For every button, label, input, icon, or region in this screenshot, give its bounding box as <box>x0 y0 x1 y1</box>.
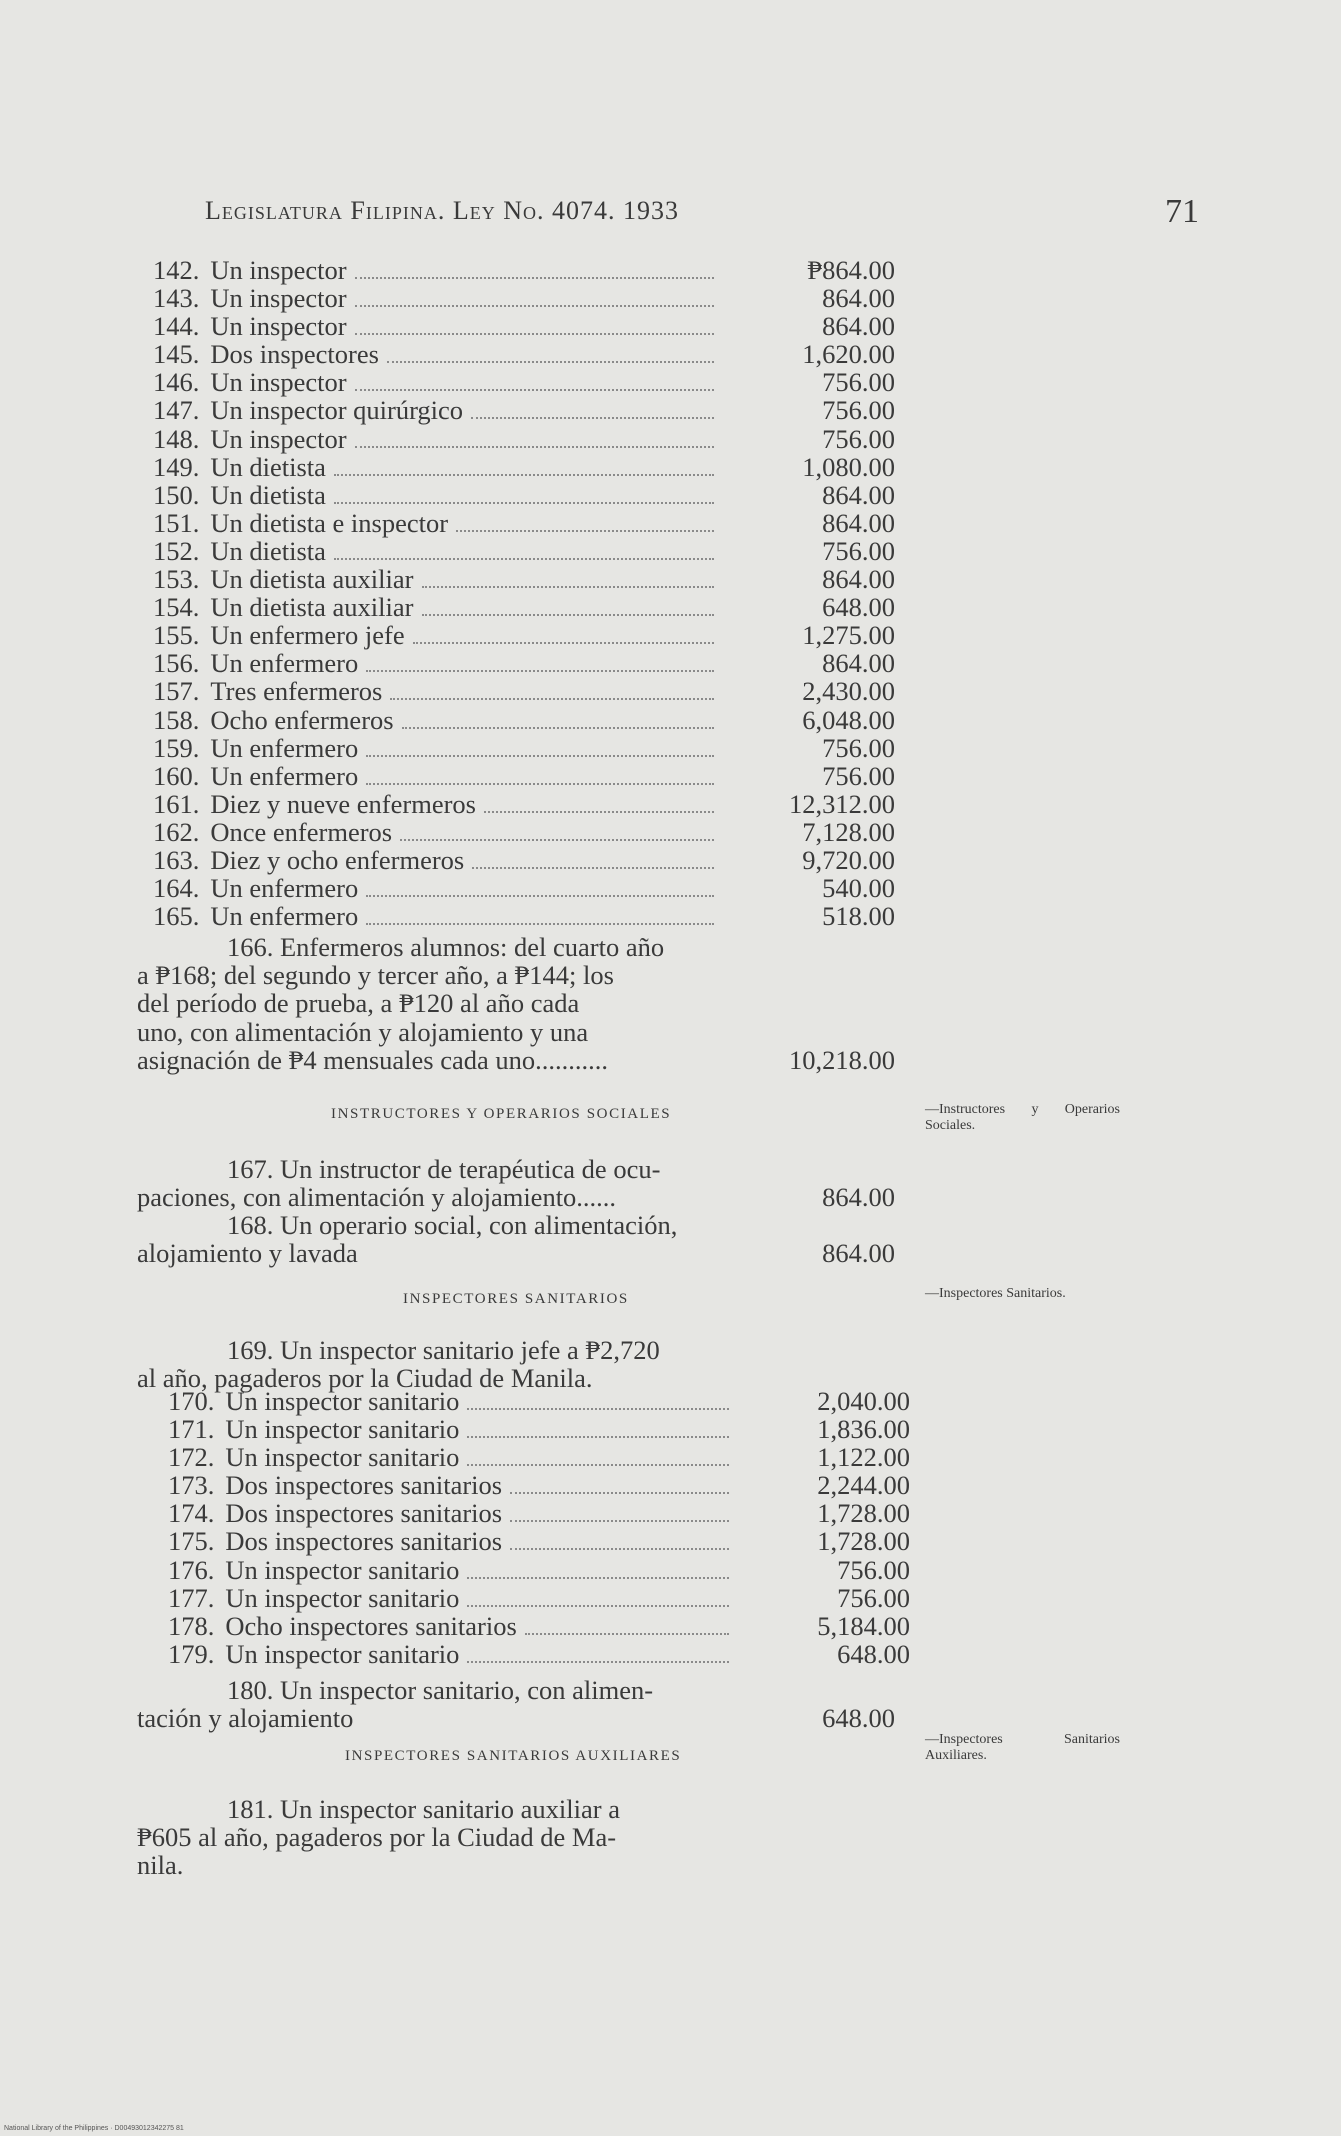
entry-amount: 864.00 <box>822 479 895 510</box>
entry-number: 159. <box>153 733 200 763</box>
paragraph-line: ₱605 al año, pagaderos por la Ciudad de Ma- <box>137 1822 617 1853</box>
entry-amount: 5,184.00 <box>817 1610 910 1641</box>
entry-row <box>137 256 897 284</box>
entry-row <box>137 902 897 930</box>
dot-leader <box>467 1435 729 1438</box>
paragraph-line: 167. Un instructor de terapéutica de ocu- <box>227 1154 661 1184</box>
entry-number: 165. <box>153 902 200 932</box>
entry-number: 176. <box>168 1555 215 1585</box>
entry-label: Un dietista e inspector <box>210 508 449 538</box>
paragraph-line: 169. Un inspector sanitario jefe a ₱2,720 <box>227 1335 660 1365</box>
section-heading-auxiliares: INSPECTORES SANITARIOS AUXILIARES <box>345 1748 682 1764</box>
dot-leader <box>472 866 714 869</box>
entry-number: 145. <box>153 340 200 370</box>
entry-amount: 756.00 <box>822 732 895 763</box>
dot-leader <box>334 501 714 504</box>
entry-row <box>137 762 897 790</box>
entry-amount: 2,040.00 <box>817 1386 910 1416</box>
entry-label: Once enfermeros <box>210 817 393 847</box>
item-180 <box>137 1676 897 1732</box>
item-169 <box>137 1336 897 1392</box>
entry-amount: 12,312.00 <box>789 788 895 819</box>
entry-label: Un inspector <box>210 424 347 454</box>
dot-leader <box>525 1632 729 1635</box>
entry-amount: 648.00 <box>837 1638 910 1669</box>
entry-row <box>137 312 897 340</box>
entry-label: Dos inspectores <box>210 340 379 370</box>
item-181 <box>137 1795 897 1880</box>
dot-leader <box>390 697 714 700</box>
entry-label: Tres enfermeros <box>210 677 383 707</box>
entry-number: 142. <box>153 256 200 285</box>
entry-number: 153. <box>153 565 200 595</box>
dot-leader <box>467 1660 729 1663</box>
section-heading-sanitarios: INSPECTORES SANITARIOS <box>403 1291 629 1307</box>
entry-label: Un enfermero <box>210 733 359 763</box>
entry-label: Un dietista <box>210 452 326 482</box>
entry-number: 160. <box>153 761 200 791</box>
entry-number: 172. <box>168 1443 215 1473</box>
dot-leader <box>366 922 714 925</box>
entry-number: 175. <box>168 1527 215 1557</box>
dot-leader <box>467 1604 729 1607</box>
dot-leader <box>471 416 714 419</box>
paragraph-line: 181. Un inspector sanitario auxiliar a <box>227 1794 620 1824</box>
entry-label: Un inspector sanitario <box>225 1583 460 1613</box>
dot-leader <box>484 810 714 813</box>
item-168 <box>137 1211 897 1267</box>
paragraph-line: 180. Un inspector sanitario, con alimen- <box>227 1675 654 1705</box>
dot-leader <box>510 1547 729 1550</box>
entry-number: 143. <box>153 284 200 314</box>
margin-note-sanitarios: —Inspectores Sanitarios. <box>925 1286 1066 1301</box>
dot-leader <box>467 1407 729 1410</box>
entry-number: 154. <box>153 593 200 623</box>
entry-row <box>137 593 897 621</box>
entry-row <box>152 1556 912 1584</box>
entry-number: 147. <box>153 396 200 426</box>
dot-leader <box>355 388 714 391</box>
paragraph-line: a ₱168; del segundo y tercer año, a ₱144; los <box>137 960 614 991</box>
entry-amount: 756.00 <box>822 367 895 398</box>
dot-leader <box>510 1491 729 1494</box>
dot-leader <box>355 304 714 307</box>
entry-label: Un dietista <box>210 480 326 510</box>
entry-number: 164. <box>153 874 200 904</box>
entry-number: 163. <box>153 845 200 875</box>
entry-row <box>137 396 897 424</box>
entry-number: 174. <box>168 1499 215 1529</box>
entry-label: Un enfermero <box>210 761 359 791</box>
entry-amount: 864.00 <box>822 564 895 595</box>
page-number: 71 <box>1165 193 1199 230</box>
entry-amount: 1,836.00 <box>817 1414 910 1445</box>
entry-row <box>152 1527 912 1555</box>
paragraph-line: tación y alojamiento <box>137 1703 354 1734</box>
entry-label: Ocho enfermeros <box>210 705 394 735</box>
entry-label: Dos inspectores sanitarios <box>225 1499 503 1529</box>
entry-row <box>137 425 897 453</box>
entry-number: 152. <box>153 536 200 566</box>
entry-amount: 756.00 <box>822 535 895 566</box>
dot-leader <box>467 1463 729 1466</box>
paragraph-line: del período de prueba, a ₱120 al año cada <box>137 988 580 1019</box>
entry-label: Diez y ocho enfermeros <box>210 845 465 875</box>
entry-amount: 864.00 <box>822 507 895 538</box>
dot-leader <box>355 445 714 448</box>
entry-row <box>152 1387 912 1415</box>
entry-label: Dos inspectores sanitarios <box>225 1471 503 1501</box>
entry-row <box>152 1471 912 1499</box>
item-180-amount: 648.00 <box>822 1703 895 1734</box>
dot-leader <box>402 726 714 729</box>
entry-number: 177. <box>168 1583 215 1613</box>
dot-leader <box>510 1519 729 1522</box>
paragraph-line: nila. <box>137 1850 184 1881</box>
dot-leader <box>366 894 714 897</box>
entry-number: 144. <box>153 312 200 342</box>
entry-label: Un dietista auxiliar <box>210 565 414 595</box>
item-167-amount: 864.00 <box>822 1182 895 1213</box>
paragraph-line: alojamiento y lavada <box>137 1238 358 1269</box>
entry-row <box>137 368 897 396</box>
item-166 <box>137 933 897 1074</box>
paragraph-line: 166. Enfermeros alumnos: del cuarto año <box>227 932 665 962</box>
entry-row <box>137 649 897 677</box>
dot-leader <box>467 1576 729 1579</box>
entry-number: 149. <box>153 452 200 482</box>
dot-leader <box>366 782 714 785</box>
entry-row <box>137 734 897 762</box>
entry-amount: 756.00 <box>837 1554 910 1585</box>
entry-amount: 864.00 <box>822 283 895 314</box>
entry-amount: 2,244.00 <box>817 1470 910 1501</box>
entry-row <box>152 1499 912 1527</box>
entry-row <box>137 621 897 649</box>
entry-row <box>137 818 897 846</box>
dot-leader <box>422 613 715 616</box>
dot-leader <box>400 838 714 841</box>
paragraph-line: paciones, con alimentación y alojamiento...... <box>137 1182 617 1213</box>
entry-label: Un enfermero <box>210 874 359 904</box>
entry-amount: 1,620.00 <box>802 339 895 370</box>
dot-leader <box>366 754 714 757</box>
entry-number: 151. <box>153 508 200 538</box>
entry-amount: 1,275.00 <box>802 620 895 651</box>
item-166-amount: 10,218.00 <box>789 1045 895 1076</box>
entry-number: 173. <box>168 1471 215 1501</box>
dot-leader <box>387 360 714 363</box>
entry-amount: 864.00 <box>822 311 895 342</box>
entry-amount: 540.00 <box>822 873 895 904</box>
entries-list-a <box>137 256 897 930</box>
entry-label: Un inspector <box>210 368 347 398</box>
item-168-amount: 864.00 <box>822 1238 895 1269</box>
entry-amount: 648.00 <box>822 592 895 623</box>
entry-row <box>137 565 897 593</box>
entry-number: 146. <box>153 368 200 398</box>
entry-label: Un inspector sanitario <box>225 1415 460 1445</box>
margin-note-auxiliares: —Inspectores Sanitarios Auxiliares. <box>925 1732 1120 1763</box>
entry-label: Dos inspectores sanitarios <box>225 1527 503 1557</box>
entry-number: 158. <box>153 705 200 735</box>
entry-amount: 756.00 <box>837 1582 910 1613</box>
entry-label: Un inspector <box>210 284 347 314</box>
entry-label: Ocho inspectores sanitarios <box>225 1611 517 1641</box>
entry-label: Un enfermero <box>210 902 359 932</box>
entry-row <box>152 1612 912 1640</box>
entry-row <box>137 509 897 537</box>
entry-amount: 2,430.00 <box>802 676 895 707</box>
entry-label: Un enfermero jefe <box>210 621 405 651</box>
entry-number: 162. <box>153 817 200 847</box>
entry-number: 156. <box>153 649 200 679</box>
paragraph-line: asignación de ₱4 mensuales cada uno........... <box>137 1044 608 1075</box>
entry-label: Un enfermero <box>210 649 359 679</box>
entry-row <box>137 874 897 902</box>
entry-number: 161. <box>153 789 200 819</box>
entry-number: 155. <box>153 621 200 651</box>
entry-number: 148. <box>153 424 200 454</box>
dot-leader <box>456 529 714 532</box>
entry-amount: 6,048.00 <box>802 704 895 735</box>
entry-number: 170. <box>168 1387 215 1416</box>
entry-row <box>152 1584 912 1612</box>
entry-label: Diez y nueve enfermeros <box>210 789 476 819</box>
entry-label: Un inspector <box>210 256 347 285</box>
entry-row <box>152 1443 912 1471</box>
dot-leader <box>334 557 714 560</box>
entry-label: Un inspector sanitario <box>225 1387 460 1416</box>
entry-row <box>137 481 897 509</box>
entry-amount: 1,080.00 <box>802 451 895 482</box>
entry-row <box>137 677 897 705</box>
entry-amount: 7,128.00 <box>802 816 895 847</box>
entry-number: 157. <box>153 677 200 707</box>
entries-list-sanitarios <box>152 1387 912 1668</box>
entry-label: Un inspector <box>210 312 347 342</box>
section-heading-instructores: INSTRUCTORES Y OPERARIOS SOCIALES <box>331 1106 672 1122</box>
paragraph-line: al año, pagaderos por la Ciudad de Manila. <box>137 1363 593 1394</box>
dot-leader <box>355 276 714 279</box>
entry-row <box>152 1415 912 1443</box>
entry-amount: 9,720.00 <box>802 844 895 875</box>
entry-row <box>137 790 897 818</box>
entry-label: Un inspector sanitario <box>225 1443 460 1473</box>
entry-row <box>137 846 897 874</box>
dot-leader <box>422 585 715 588</box>
dot-leader <box>413 641 714 644</box>
entry-row <box>137 284 897 312</box>
dot-leader <box>355 332 714 335</box>
entry-amount: 518.00 <box>822 901 895 932</box>
entry-amount: 756.00 <box>822 423 895 454</box>
entry-label: Un dietista auxiliar <box>210 593 414 623</box>
entry-amount: 1,728.00 <box>817 1498 910 1529</box>
entry-row <box>152 1640 912 1668</box>
entry-row <box>137 537 897 565</box>
entry-number: 178. <box>168 1611 215 1641</box>
footer-credit: National Library of the Philippines · D00493012342275 81 <box>4 2125 184 2132</box>
entry-amount: 756.00 <box>822 760 895 791</box>
entry-label: Un inspector sanitario <box>225 1555 460 1585</box>
paragraph-line: uno, con alimentación y alojamiento y una <box>137 1016 589 1047</box>
entry-number: 171. <box>168 1415 215 1445</box>
entry-row <box>137 453 897 481</box>
entry-amount: 864.00 <box>822 648 895 679</box>
entry-label: Un inspector quirúrgico <box>210 396 464 426</box>
entry-number: 150. <box>153 480 200 510</box>
entry-label: Un dietista <box>210 536 326 566</box>
entry-row <box>137 706 897 734</box>
entry-amount: 1,728.00 <box>817 1526 910 1557</box>
paragraph-line: 168. Un operario social, con alimentación, <box>227 1210 678 1240</box>
entry-amount: 1,122.00 <box>817 1442 910 1473</box>
running-head: Legislatura Filipina. Ley No. 4074. 1933 <box>205 196 679 225</box>
entry-amount: ₱864.00 <box>807 255 895 285</box>
dot-leader <box>334 473 714 476</box>
entry-amount: 756.00 <box>822 395 895 426</box>
item-167 <box>137 1155 897 1211</box>
entry-row <box>137 340 897 368</box>
dot-leader <box>366 669 714 672</box>
entry-label: Un inspector sanitario <box>225 1639 460 1669</box>
margin-note-instructores: —Instructores y Operarios Sociales. <box>925 1102 1120 1133</box>
entry-number: 179. <box>168 1639 215 1669</box>
